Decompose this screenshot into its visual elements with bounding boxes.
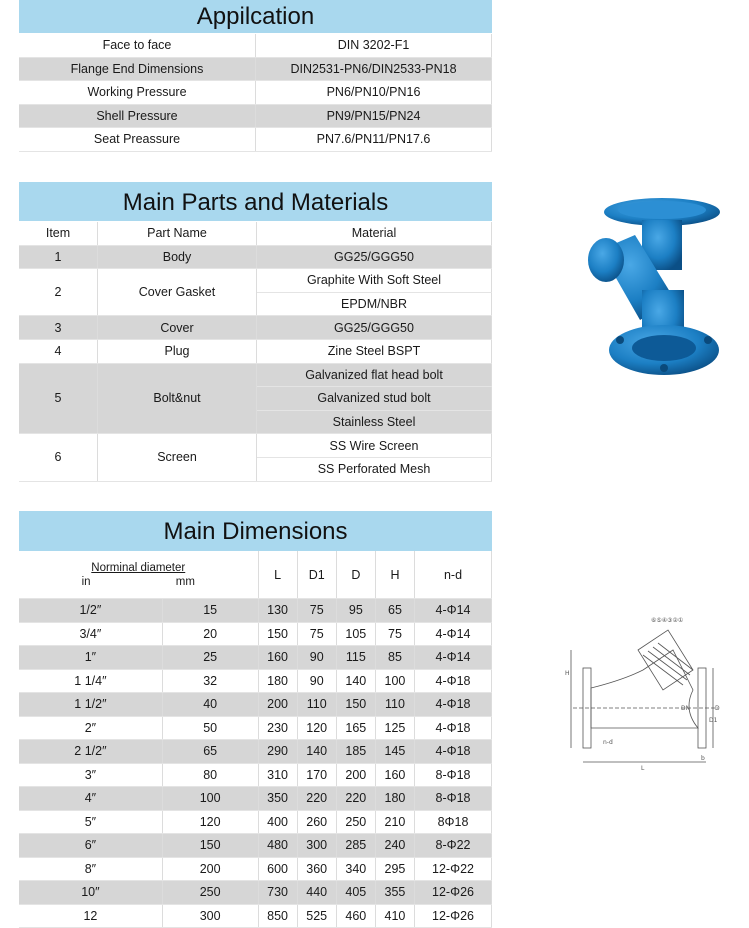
dimensions-row: [19, 740, 492, 764]
parts-item: 5: [19, 363, 98, 434]
dimensions-cell: 4-Φ14: [415, 646, 492, 670]
dimensions-cell: 15: [162, 599, 258, 623]
parts-item: 6: [19, 434, 98, 481]
dimensions-row: [19, 763, 492, 787]
drawing-label-d1: D1: [709, 717, 718, 724]
drawing-callouts: ⑥⑤④③②①: [651, 617, 684, 624]
dimensions-cell: 150: [162, 834, 258, 858]
parts-header-cell: Part Name: [98, 222, 257, 245]
dimensions-cell: 1 1/4″: [19, 669, 162, 693]
application-row: [19, 104, 492, 128]
dimensions-cell: 185: [336, 740, 375, 764]
dimensions-cell: 120: [297, 716, 336, 740]
application-value: PN7.6/PN11/PN17.6: [256, 128, 492, 152]
application-label: Seat Preassure: [19, 128, 256, 152]
parts-header-row: [19, 222, 492, 245]
dimensions-cell: 8″: [19, 857, 162, 881]
dimensions-row: [19, 622, 492, 646]
mm-label: mm: [175, 575, 195, 588]
application-value: DIN2531-PN6/DIN2533-PN18: [256, 57, 492, 81]
parts-header-cell: Material: [257, 222, 492, 245]
dimensions-cell: 230: [258, 716, 297, 740]
application-row: [19, 128, 492, 152]
parts-material: Galvanized stud bolt: [257, 387, 492, 411]
dimensions-row: [19, 646, 492, 670]
parts-name: Bolt&nut: [98, 363, 257, 434]
drawing-label-nd: n-d: [603, 739, 613, 746]
dimensions-cell: 285: [336, 834, 375, 858]
dimensions-cell: 405: [336, 881, 375, 905]
dimensions-cell: 140: [336, 669, 375, 693]
dimensions-cell: 4-Φ18: [415, 693, 492, 717]
dimensions-cell: 460: [336, 904, 375, 928]
dimensions-cell: 440: [297, 881, 336, 905]
dimensions-cell: 4-Φ18: [415, 740, 492, 764]
dimensions-cell: 85: [375, 646, 414, 670]
dimensions-row: [19, 810, 492, 834]
dimensions-cell: 400: [258, 810, 297, 834]
parts-name: Plug: [98, 339, 257, 363]
dimensions-cell: 850: [258, 904, 297, 928]
nominal-label: Norminal diameter: [91, 561, 186, 574]
dimensions-cell: 10″: [19, 881, 162, 905]
dimensions-row: [19, 904, 492, 928]
dimensions-cell: 8-Φ18: [415, 787, 492, 811]
dimensions-cell: 65: [375, 599, 414, 623]
dimensions-cell: 120: [162, 810, 258, 834]
dimensions-cell: 100: [162, 787, 258, 811]
application-table: [19, 34, 492, 152]
dimensions-cell: 8-Φ18: [415, 763, 492, 787]
dimensions-cell: 4-Φ18: [415, 716, 492, 740]
application-label: Flange End Dimensions: [19, 57, 256, 81]
dimensions-cell: 12-Φ26: [415, 881, 492, 905]
dimensions-cell: 180: [258, 669, 297, 693]
dimensions-cell: 4-Φ14: [415, 599, 492, 623]
dimensions-cell: 4-Φ14: [415, 622, 492, 646]
dimensions-cell: 12: [19, 904, 162, 928]
dimensions-cell: 90: [297, 669, 336, 693]
header-d1: D1: [297, 551, 336, 599]
application-row: [19, 34, 492, 57]
valve-photo: [580, 190, 730, 385]
dimensions-cell: 110: [297, 693, 336, 717]
parts-material: Zine Steel BSPT: [257, 339, 492, 363]
parts-item: 2: [19, 269, 98, 316]
dimensions-row: [19, 599, 492, 623]
parts-material: SS Perforated Mesh: [257, 457, 492, 481]
dimensions-row: [19, 834, 492, 858]
parts-row: [19, 316, 492, 340]
drawing-label-d: D: [715, 705, 720, 712]
dimensions-cell: 3/4″: [19, 622, 162, 646]
dimensions-cell: 525: [297, 904, 336, 928]
application-row: [19, 81, 492, 105]
parts-item: 3: [19, 316, 98, 340]
dimensions-cell: 350: [258, 787, 297, 811]
dimensions-cell: 210: [375, 810, 414, 834]
dimensions-cell: 2 1/2″: [19, 740, 162, 764]
dimensions-cell: 20: [162, 622, 258, 646]
dimensions-row: [19, 787, 492, 811]
parts-name: Cover Gasket: [98, 269, 257, 316]
dimensions-cell: 180: [375, 787, 414, 811]
dimensions-cell: 360: [297, 857, 336, 881]
dimensions-cell: 4″: [19, 787, 162, 811]
dimensions-cell: 160: [375, 763, 414, 787]
dimensions-cell: 250: [162, 881, 258, 905]
dimensions-cell: 90: [297, 646, 336, 670]
dimensions-row: [19, 881, 492, 905]
dimensions-cell: 300: [297, 834, 336, 858]
dimensions-cell: 110: [375, 693, 414, 717]
parts-row: [19, 339, 492, 363]
application-label: Working Pressure: [19, 81, 256, 105]
parts-item: 1: [19, 245, 98, 269]
dimensions-cell: 730: [258, 881, 297, 905]
dimensions-cell: 290: [258, 740, 297, 764]
dimensions-cell: 1″: [19, 646, 162, 670]
application-value: PN6/PN10/PN16: [256, 81, 492, 105]
dimensions-title: Main Dimensions: [19, 511, 492, 551]
dimensions-cell: 170: [297, 763, 336, 787]
dimensions-cell: 220: [336, 787, 375, 811]
dimensions-cell: 50: [162, 716, 258, 740]
parts-row: [19, 245, 492, 269]
dimensions-cell: 220: [297, 787, 336, 811]
parts-material: Stainless Steel: [257, 410, 492, 434]
nominal-diameter-header: [19, 551, 258, 599]
dimensions-cell: 480: [258, 834, 297, 858]
dimensions-cell: 250: [336, 810, 375, 834]
dimensions-cell: 80: [162, 763, 258, 787]
parts-table: [19, 222, 492, 482]
dimensions-cell: 165: [336, 716, 375, 740]
dimensions-cell: 1/2″: [19, 599, 162, 623]
dimensions-cell: 105: [336, 622, 375, 646]
parts-material: GG25/GGG50: [257, 316, 492, 340]
application-label: Face to face: [19, 34, 256, 57]
parts-name: Screen: [98, 434, 257, 481]
dimensions-row: [19, 693, 492, 717]
dimensions-cell: 200: [336, 763, 375, 787]
parts-material: Graphite With Soft Steel: [257, 269, 492, 293]
dimensions-cell: 75: [375, 622, 414, 646]
parts-header-cell: Item: [19, 222, 98, 245]
dimensions-row: [19, 857, 492, 881]
drawing-label-h: H: [565, 670, 570, 677]
header-d: D: [336, 551, 375, 599]
parts-material: EPDM/NBR: [257, 292, 492, 316]
application-value: DIN 3202-F1: [256, 34, 492, 57]
application-value: PN9/PN15/PN24: [256, 104, 492, 128]
dimensions-table: [19, 551, 492, 928]
parts-material: GG25/GGG50: [257, 245, 492, 269]
dimensions-cell: 75: [297, 622, 336, 646]
dimensions-cell: 130: [258, 599, 297, 623]
parts-item: 4: [19, 339, 98, 363]
dimensions-cell: 40: [162, 693, 258, 717]
dimensions-cell: 140: [297, 740, 336, 764]
dimensions-cell: 160: [258, 646, 297, 670]
dimensions-cell: 410: [375, 904, 414, 928]
dimensions-cell: 8-Φ22: [415, 834, 492, 858]
dimensions-cell: 310: [258, 763, 297, 787]
dimensions-cell: 5″: [19, 810, 162, 834]
dimensions-cell: 150: [258, 622, 297, 646]
dimensions-cell: 75: [297, 599, 336, 623]
dimensions-cell: 3″: [19, 763, 162, 787]
parts-name: Cover: [98, 316, 257, 340]
dimensions-cell: 240: [375, 834, 414, 858]
parts-name: Body: [98, 245, 257, 269]
dimensions-cell: 1 1/2″: [19, 693, 162, 717]
application-title: Appilcation: [19, 0, 492, 33]
dimensions-cell: 4-Φ18: [415, 669, 492, 693]
dimensions-cell: 2″: [19, 716, 162, 740]
dimensions-cell: 200: [258, 693, 297, 717]
drawing-label-b: b: [701, 755, 705, 762]
dimensions-cell: 65: [162, 740, 258, 764]
dimensions-cell: 125: [375, 716, 414, 740]
dimensions-cell: 295: [375, 857, 414, 881]
dimensions-cell: 12-Φ22: [415, 857, 492, 881]
parts-row: [19, 434, 492, 458]
parts-row: [19, 363, 492, 387]
dimensions-cell: 115: [336, 646, 375, 670]
parts-title: Main Parts and Materials: [19, 182, 492, 221]
dimensions-cell: 200: [162, 857, 258, 881]
dimensions-cell: 260: [297, 810, 336, 834]
dimensions-header-row: [19, 551, 492, 599]
dimensions-cell: 100: [375, 669, 414, 693]
dimensions-cell: 8Φ18: [415, 810, 492, 834]
dimensions-cell: 145: [375, 740, 414, 764]
parts-material: Galvanized flat head bolt: [257, 363, 492, 387]
parts-material: SS Wire Screen: [257, 434, 492, 458]
header-l: L: [258, 551, 297, 599]
dimensions-cell: 600: [258, 857, 297, 881]
dimensions-cell: 95: [336, 599, 375, 623]
application-row: [19, 57, 492, 81]
dimensions-row: [19, 669, 492, 693]
in-label: in: [81, 575, 91, 588]
dimensions-cell: 340: [336, 857, 375, 881]
header-h: H: [375, 551, 414, 599]
dimensions-cell: 32: [162, 669, 258, 693]
dimensions-row: [19, 716, 492, 740]
dimensions-cell: 12-Φ26: [415, 904, 492, 928]
dimensions-cell: 25: [162, 646, 258, 670]
dimensions-cell: 150: [336, 693, 375, 717]
valve-technical-drawing: [563, 610, 728, 775]
drawing-label-dn: DN: [681, 705, 691, 712]
drawing-label-l: L: [641, 765, 645, 772]
dimensions-cell: 300: [162, 904, 258, 928]
header-nd: n-d: [415, 551, 492, 599]
dimensions-cell: 6″: [19, 834, 162, 858]
dimensions-cell: 355: [375, 881, 414, 905]
application-label: Shell Pressure: [19, 104, 256, 128]
parts-row: [19, 269, 492, 293]
